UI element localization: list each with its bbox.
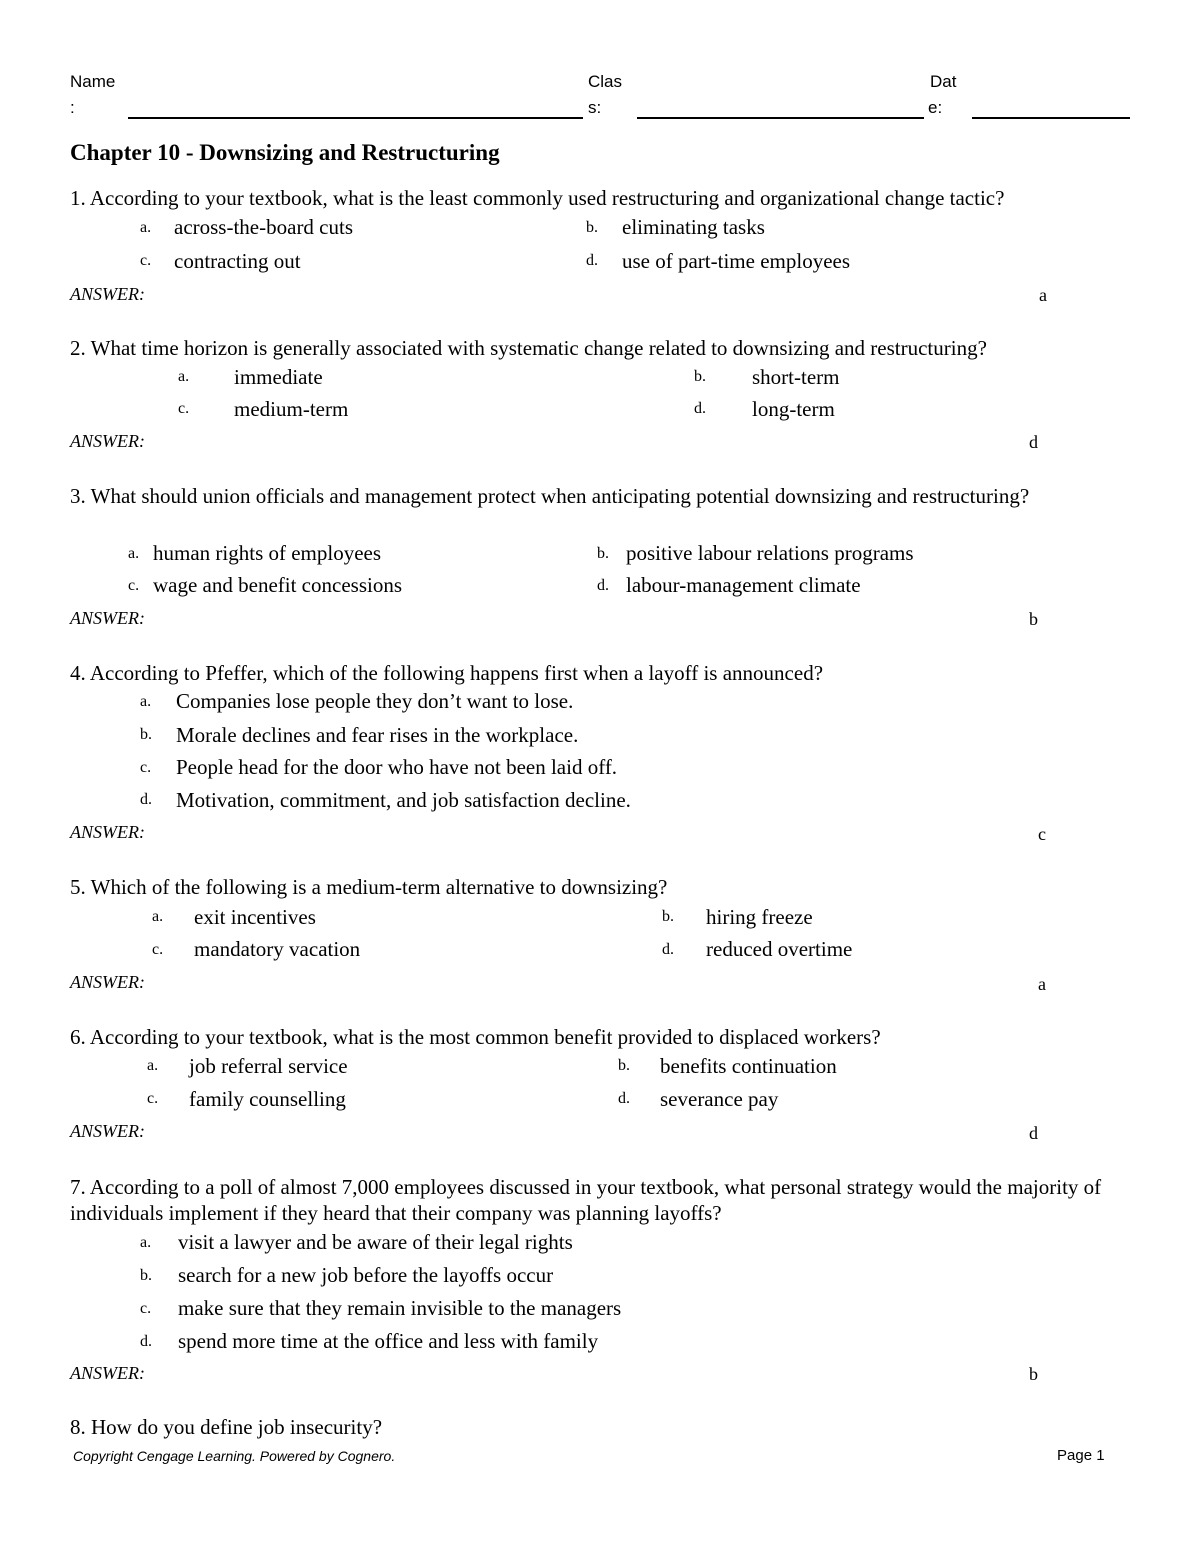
option-text: exit incentives <box>194 905 316 929</box>
option-text: visit a lawyer and be aware of their legal rights <box>178 1230 573 1254</box>
option-text: human rights of employees <box>153 541 382 565</box>
option-text: long-term <box>752 397 835 421</box>
question-text: 4. According to Pfeffer, which of the following happens first when a layoff is announced? <box>70 661 824 685</box>
answer-label: ANSWER: <box>70 1121 145 1141</box>
option-text: contracting out <box>174 249 301 273</box>
option-text: use of part-time employees <box>622 249 851 273</box>
option-letter: a. <box>128 545 140 562</box>
option-letter: a. <box>147 1057 159 1074</box>
option-text: eliminating tasks <box>622 215 765 239</box>
option-letter: d. <box>140 1333 152 1350</box>
option-text: Motivation, commitment, and job satisfaction decline. <box>176 788 631 812</box>
option-letter: a. <box>140 1234 152 1251</box>
option-text: People head for the door who have not been laid off. <box>176 755 618 779</box>
option-text: Companies lose people they don’t want to lose. <box>176 689 574 713</box>
option-text: severance pay <box>660 1087 779 1111</box>
option-letter: a. <box>178 368 190 385</box>
question-text: 7. According to a poll of almost 7,000 employees discussed in your textbook, what personal strategy would the majority of individuals implement if they heard that their company was planning layoffs? <box>70 1175 1102 1225</box>
option-text: family counselling <box>189 1087 346 1111</box>
class-line[interactable] <box>637 117 924 119</box>
option-text: Morale declines and fear rises in the workplace. <box>176 723 579 747</box>
option-letter: a. <box>152 908 164 925</box>
option-text: across-the-board cuts <box>174 215 354 239</box>
question-text: 6. According to your textbook, what is the most common benefit provided to displaced workers? <box>70 1025 881 1049</box>
option-text: wage and benefit concessions <box>153 573 402 597</box>
option-letter: d. <box>140 791 152 808</box>
answer-value: a <box>1039 285 1047 305</box>
option-letter: a. <box>140 693 152 710</box>
option-letter: c. <box>152 941 164 958</box>
option-text: positive labour relations programs <box>626 541 914 565</box>
question-text: 3. What should union officials and management protect when anticipating potential downsizing and restructuring? <box>70 484 1030 508</box>
class-label-suffix: s: <box>588 98 602 117</box>
answer-label: ANSWER: <box>70 608 145 628</box>
date-label-suffix: e: <box>928 98 943 117</box>
option-text: labour-management climate <box>626 573 861 597</box>
option-letter: c. <box>147 1090 159 1107</box>
option-letter: c. <box>140 759 152 776</box>
option-letter: b. <box>586 219 598 236</box>
name-label: Name <box>70 72 116 91</box>
option-text: spend more time at the office and less with family <box>178 1329 599 1353</box>
answer-label: ANSWER: <box>70 431 145 451</box>
option-text: hiring freeze <box>706 905 813 929</box>
answer-value: a <box>1038 974 1046 994</box>
footer-copyright: Copyright Cengage Learning. Powered by Cognero. <box>73 1448 396 1464</box>
option-text: immediate <box>234 365 323 389</box>
option-text: reduced overtime <box>706 937 853 961</box>
answer-label: ANSWER: <box>70 284 145 304</box>
question-text: 8. How do you define job insecurity? <box>70 1415 383 1439</box>
answer-value: b <box>1029 609 1038 629</box>
date-line[interactable] <box>972 117 1130 119</box>
answer-value: b <box>1029 1364 1038 1384</box>
page-number: Page 1 <box>1057 1447 1105 1464</box>
option-text: make sure that they remain invisible to the managers <box>178 1296 622 1320</box>
answer-value: d <box>1029 1123 1038 1143</box>
option-letter: a. <box>140 219 152 236</box>
option-letter: d. <box>597 577 609 594</box>
option-letter: b. <box>694 368 706 385</box>
option-letter: c. <box>128 577 140 594</box>
option-letter: b. <box>662 908 674 925</box>
option-letter: d. <box>662 941 674 958</box>
option-letter: c. <box>178 400 190 417</box>
option-text: mandatory vacation <box>194 937 361 961</box>
question-text: 5. Which of the following is a medium-term alternative to downsizing? <box>70 875 668 899</box>
option-text: benefits continuation <box>660 1054 837 1078</box>
option-letter: b. <box>140 726 152 743</box>
option-text: job referral service <box>189 1054 348 1078</box>
option-letter: d. <box>618 1090 630 1107</box>
option-letter: b. <box>140 1267 152 1284</box>
option-letter: b. <box>618 1057 630 1074</box>
answer-label: ANSWER: <box>70 972 145 992</box>
question-text: 1. According to your textbook, what is the least commonly used restructuring and organizational change tactic? <box>70 186 1005 210</box>
date-label: Dat <box>930 72 957 91</box>
answer-label: ANSWER: <box>70 822 145 842</box>
option-letter: d. <box>694 400 706 417</box>
chapter-title: Chapter 10 - Downsizing and Restructuring <box>70 140 500 165</box>
class-label: Clas <box>588 72 623 91</box>
option-letter: c. <box>140 1300 152 1317</box>
option-letter: b. <box>597 545 609 562</box>
answer-value: d <box>1029 432 1038 452</box>
option-letter: c. <box>140 252 152 269</box>
question-text: 2. What time horizon is generally associated with systematic change related to downsizing and restructuring? <box>70 336 987 360</box>
answer-label: ANSWER: <box>70 1363 145 1383</box>
option-text: short-term <box>752 365 840 389</box>
option-text: medium-term <box>234 397 349 421</box>
option-letter: d. <box>586 252 598 269</box>
name-line[interactable] <box>128 117 583 119</box>
answer-value: c <box>1038 824 1046 844</box>
name-label-colon: : <box>70 98 75 117</box>
option-text: search for a new job before the layoffs occur <box>178 1263 554 1287</box>
